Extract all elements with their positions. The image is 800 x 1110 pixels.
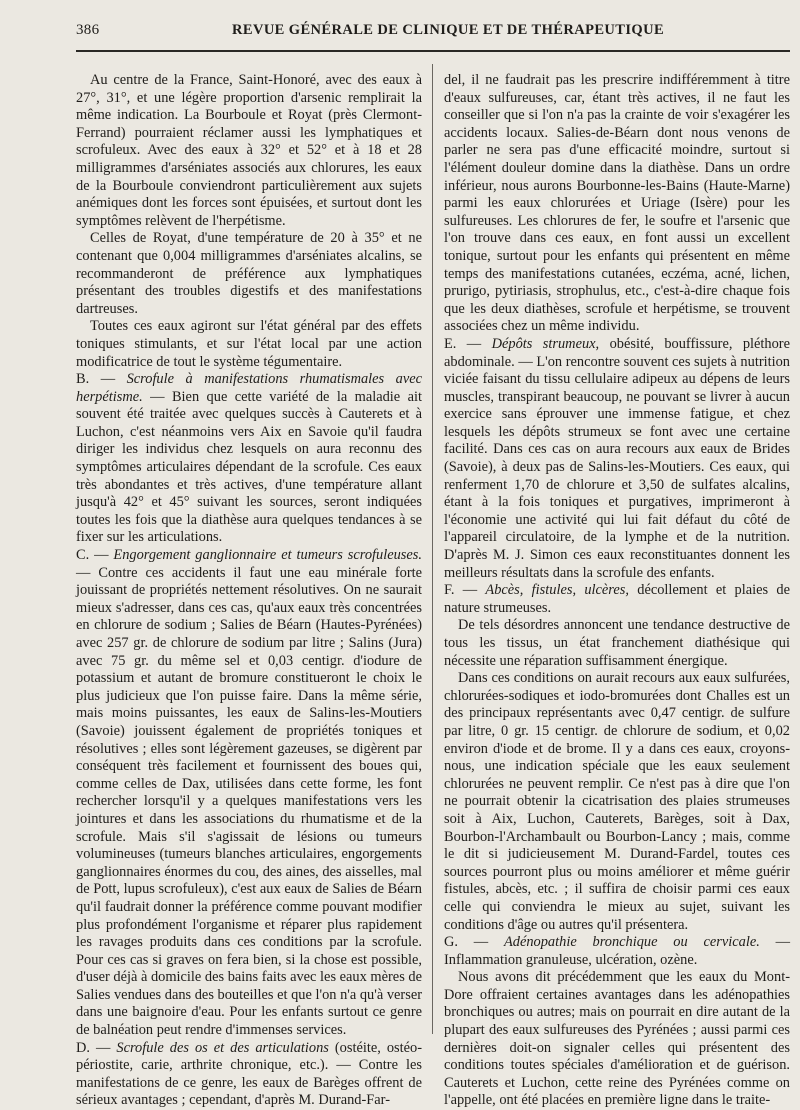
section-title: Scrofule des os et des articulations bbox=[116, 1039, 329, 1056]
paragraph: del, il ne faudrait pas les prescrire indifféremment à titre d'eaux sulfureuses, car, étant très actives, il ne faut les conseiller que si l'on n'a pas la crainte de voir s'exagérer les accidents locaux. Salies-de-Béarn dont nous venons de parler ne sera pas d'une efficacité moindre, surtout si l'élément douleur domine dans la diathèse. Dans un ordre inférieur, nous aurons Bourbonne-les-Bains (Haute-Marne) parmi les eaux chlorurées et Uriage (Isère) pour les sulfureuses. Les chlorures de fer, le soufre et l'arsenic que l'on trouve dans ces eaux, en font aussi un excellent tonique, surtout pour les enfants qui présentent en même temps des manifestations cutanées, eczéma, acné, lichen, prurigo, pytiriasis, strophulus, etc., c'est-à-dire chaque fois que les deux diathèses, scrofule et herpétisme, se trouvent associées chez un même individu. bbox=[444, 72, 790, 335]
section-letter: E. — bbox=[444, 335, 492, 352]
section-text: décollement et plaies de nature strumeuses. bbox=[444, 582, 790, 616]
section-letter: D. — bbox=[76, 1039, 117, 1056]
page-number: 386 bbox=[76, 22, 100, 38]
section-text: (ostéite, ostéo-périostite, carie, arthrite chronique, etc.). — Contre les manifestations de ce genre, les eaux de Barèges offrent de sérieux avantages ; cependant, d'après M. Durand-Far- bbox=[76, 1039, 423, 1109]
paragraph: Toutes ces eaux agiront sur l'état général par des effets toniques stimulants, et sur l'état local par une action modificatrice de tout le système tégumentaire. bbox=[76, 318, 422, 370]
column-divider bbox=[432, 64, 433, 1034]
section-text: — Bien que cette variété de la maladie ait souvent été traitée avec quelques succès à Cauterets et à Luchon, c'est néanmoins vers Aix en Savoie qu'il faudra diriger les individus chez lesquels on aura reconnu des symptômes articulaires dépendant de la scrofule. Ces eaux très abondantes et très actives, d'une température allant jusqu'à 42° et 45° suivant les sources, seront indiquées toutes les fois que la diathèse aura quelques tendances à se fixer sur les articulations. bbox=[76, 388, 422, 546]
section-letter: C. — bbox=[76, 547, 114, 564]
section-f bbox=[444, 582, 790, 617]
section-letter: F. — bbox=[444, 582, 486, 599]
section-title: Dépôts strumeux, bbox=[491, 335, 600, 352]
section-title: Adénopathie bronchique ou cervicale. bbox=[503, 934, 760, 951]
section-title: Scrofule à manifestations rhumatismales avec herpétisme. bbox=[76, 371, 422, 405]
page-header bbox=[0, 22, 800, 44]
section-title: Engorgement ganglionnaire et tumeurs scrofuleuses. bbox=[113, 547, 422, 564]
right-column bbox=[444, 72, 790, 1110]
section-d bbox=[76, 1040, 422, 1110]
section-text: — Contre ces accidents il faut une eau minérale forte jouissant de propriétés nettement résolutives. On ne saurait mieux s'adresser, dans ces cas, qu'aux eaux très concentrées en chlorure de sodium ; Salies de Béarn (Hautes-Pyrénées) avec 257 gr. de chlorure de sodium par litre ; Salins (Jura) avec 75 gr. du même sel et 0,03 centigr. d'iodure de potassium et autant de bromure constitueront le choix le plus judicieux que l'on puisse faire. Dans la même série, mais moins puissantes, les eaux de Salins-les-Moutiers (Savoie) jouissent également de propriétés toniques et résolutives ; elles sont légèrement gazeuses, se digèrent par conséquent très facilement et fournissent des boues qui, comme celles de Dax, utilisées dans cette forme, les font rechercher lorsqu'il y a quelques manifestations vers les jointures et dans les associations du rhumatisme et de la scrofule. Mais s'il s'agissait de lésions ou tumeurs volumineuses (tumeurs blanches articulaires, engorgements ganglionnaires énormes du cou, des aines, des aisselles, mal de Pott, lupus scrofuleux), c'est aux eaux de Salies de Béarn qu'il faudrait donner la préférence comme pouvant modifier plus profondément l'organisme et réparer plus rapidement les ravages produits dans ces conditions par la scrofule. Pour ces cas si graves on fera bien, si la chose est possible, d'user déjà à domicile des bains faits avec les eaux mères de Salies vendues dans des bouteilles et que l'on n'a qu'à verser dans une baignoire d'eau. Pour les enfants surtout ce genre de balnéation peut rendre d'immenses services. bbox=[76, 564, 422, 1039]
section-letter: G. — bbox=[444, 934, 504, 951]
paragraph: Nous avons dit précédemment que les eaux du Mont-Dore offraient certaines avantages dans les adénopathies bronchiques ou autres; mais on pourrait en dire autant de la plupart des eaux sulfureuses des Pyrénées ; aussi parmi ces dernières doit-on signaler celles qui présentent des conditions toutes spéciales d'amélioration et de guérison. Cauterets et Luchon, cette reine des Pyrénées comme on l'appelle, ont été placées en première ligne dans le traite- bbox=[444, 969, 790, 1109]
section-g bbox=[444, 934, 790, 969]
paragraph: De tels désordres annoncent une tendance destructive de tous les tissus, un état franchement diathésique qui nécessite une réparation suffisamment énergique. bbox=[444, 617, 790, 669]
left-column bbox=[76, 72, 422, 1110]
paragraph: Dans ces conditions on aurait recours aux eaux sulfurées, chlorurées-sodiques et iodo-bromurées dont Challes est un des principaux représentants avec 0,47 centigr. de sulfure par litre, 0 gr. 15 centigr. de chlorure de sodium, et 0,02 environ d'iode et de brome. Il y a dans ces eaux, croyons-nous, une indication spéciale que les eaux seulement chlorurées ne peuvent remplir. Ce n'est pas à dire que l'on ne pourrait obtenir la cicatrisation des plaies strumeuses soit à Aix, Luchon, Cauterets, Barèges, soit à Dax, Bourbon-l'Archambault ou Bourbon-Lancy ; mais, comme le dit si judicieusement M. Durand-Fardel, toutes ces sources pourront plus ou moins améliorer et même guérir fistules, abcès, etc. ; il suffira de choisir parmi ces eaux celle qui conviendra le mieux au sujet, suivant les conditions d'âge ou autres qu'il présentera. bbox=[444, 670, 790, 933]
section-title: Abcès, fistules, ulcères, bbox=[485, 582, 629, 599]
header-rule bbox=[76, 50, 790, 52]
section-text: obésité, bouffissure, pléthore abdominale. — L'on rencontre souvent ces sujets à nutrition viciée faisant du tissu cellulaire adipeux au dépens de leurs muscles, transpirant beaucoup, ne pouvant se livrer à aucun exercice sans éprouver une immense fatigue, et chez lesquels les dépôts strumeux se font avec une certaine facilité. Dans ces cas on aura recours aux eaux de Brides (Savoie), à deux pas de Salins-les-Moutiers. Ces eaux, qui renferment 1,70 de chlorure et 3,50 de sulfates alcalins, étant à la fois toniques et purgatives, imprimeront à l'économie une activité qui lui fait défaut du côté de l'appareil circulatoire, de la lymphe et de la nutrition. D'après M. J. Simon ces eaux reconstituantes donnent les meilleurs résultats dans la scrofule des enfants. bbox=[444, 335, 790, 581]
section-c bbox=[76, 547, 422, 1040]
section-text: — Inflammation granuleuse, ulcération, ozène. bbox=[444, 934, 790, 968]
section-b bbox=[76, 371, 422, 547]
running-title: REVUE GÉNÉRALE DE CLINIQUE ET DE THÉRAPEUTIQUE bbox=[232, 22, 665, 38]
section-letter: B. — bbox=[76, 371, 127, 388]
paragraph: Au centre de la France, Saint-Honoré, avec des eaux à 27°, 31°, et une légère proportion d'arsenic remplirait la même indication. La Bourboule et Royat (près Clermont-Ferrand) pourraient réclamer aussi les lymphatiques et scrofuleux. Avec des eaux à 32° et 52° et à 18 et 28 milligrammes d'arséniates associés aux chlorures, les eaux de la Bourboule conviendront particulièrement aux sujets anémiques dont les forces sont épuisées, et surtout dont les symptômes relèvent de l'herpétisme. bbox=[76, 72, 422, 229]
section-e bbox=[444, 336, 790, 582]
paragraph: Celles de Royat, d'une température de 20 à 35° et ne contenant que 0,004 milligrammes d'arséniates alcalins, se recommanderont de préférence aux lymphatiques présentant des troubles digestifs et des manifestations dartreuses. bbox=[76, 230, 422, 317]
